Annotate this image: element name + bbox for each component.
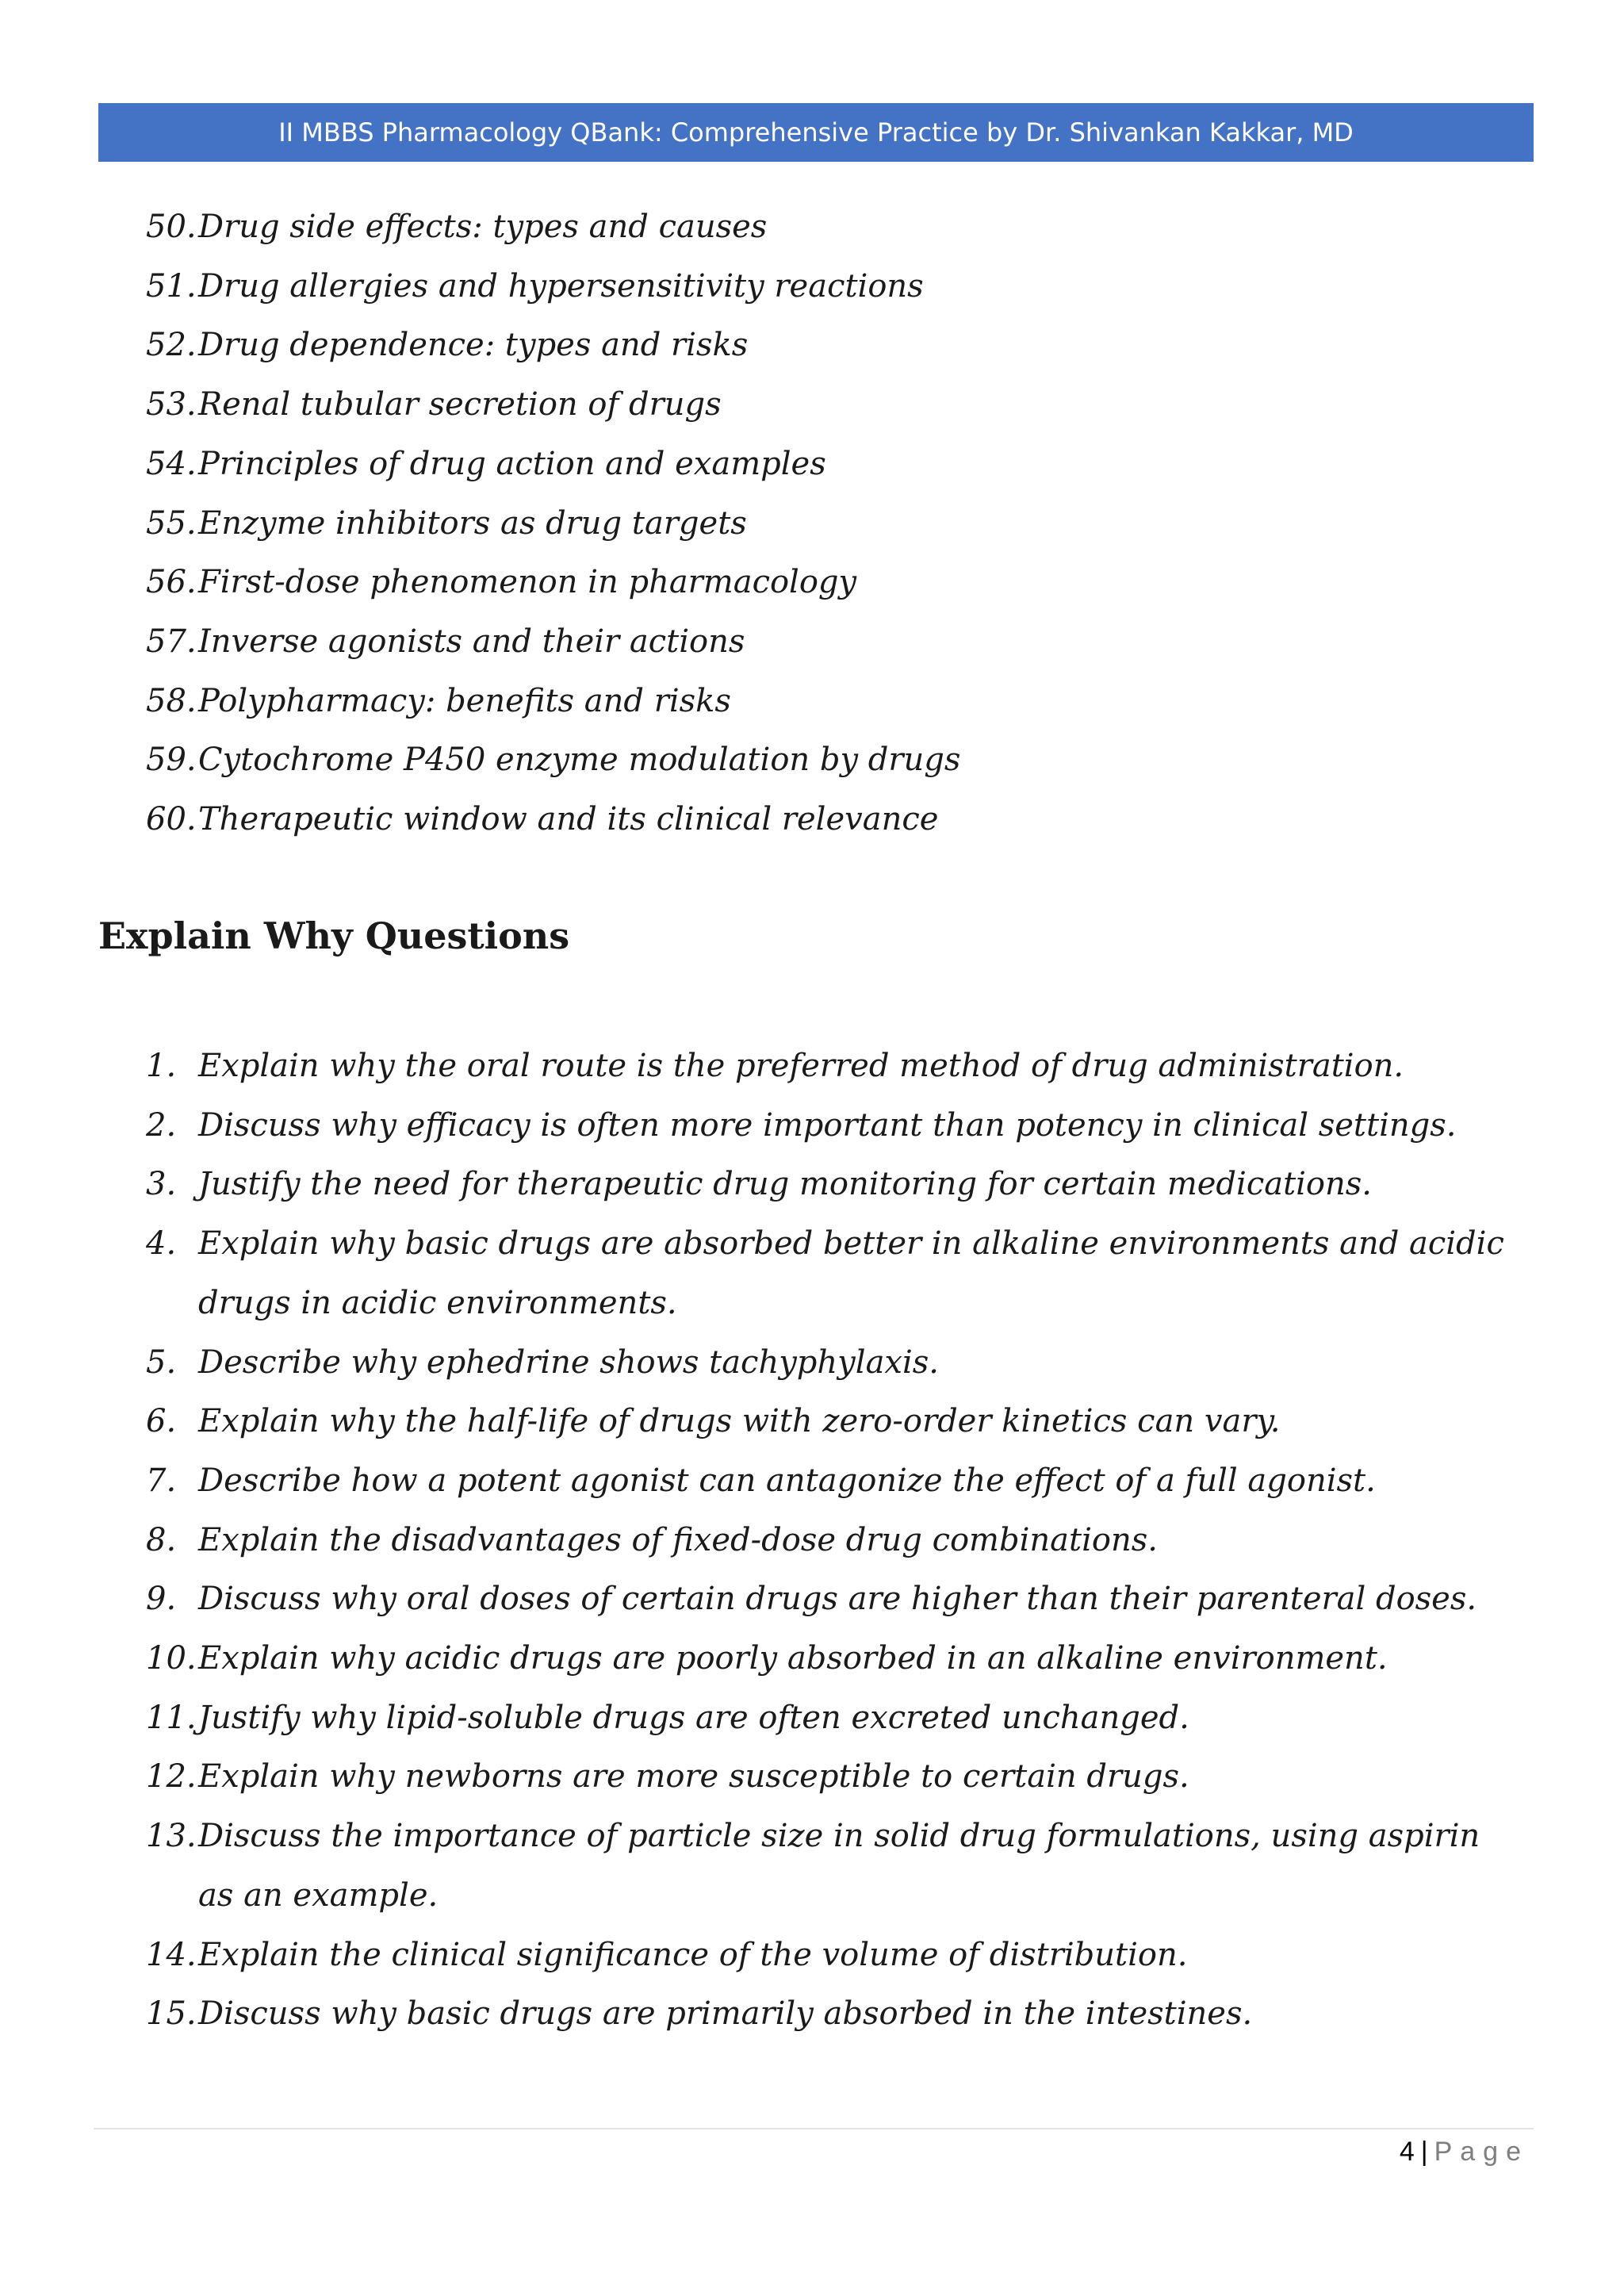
item-number: 13. <box>146 1818 197 1855</box>
page-number: 4 <box>1399 2137 1415 2167</box>
item-text: Inverse agonists and their actions <box>198 623 745 660</box>
item-text: Drug dependence: types and risks <box>198 327 749 364</box>
topic-list <box>0 197 1522 849</box>
list-item <box>0 730 1522 790</box>
item-number: 5. <box>146 1343 177 1381</box>
item-number: 60. <box>146 801 197 838</box>
item-number: 4. <box>146 1225 177 1263</box>
item-text: Enzyme inhibitors as drug targets <box>198 504 747 542</box>
item-text: Discuss the importance of particle size in solid drug formulations, using aspirin as an example. <box>198 1818 1480 1914</box>
item-number: 57. <box>146 623 197 660</box>
item-text: Explain why newborns are more susceptible to certain drugs. <box>198 1758 1189 1796</box>
list-item <box>0 1629 1522 1688</box>
item-text: Explain why the half-life of drugs with zero-order kinetics can vary. <box>198 1403 1281 1440</box>
item-number: 51. <box>146 267 197 305</box>
item-number: 14. <box>146 1936 197 1973</box>
item-number: 1. <box>146 1048 177 1084</box>
list-item <box>0 1747 1522 1807</box>
item-number: 10. <box>146 1640 197 1677</box>
list-item <box>0 672 1522 731</box>
list-item <box>0 1926 1522 1985</box>
page-footer <box>1400 2132 1529 2171</box>
list-item <box>0 553 1522 612</box>
item-text: Describe why ephedrine shows tachyphylaxis. <box>198 1343 940 1381</box>
item-text: Discuss why oral doses of certain drugs are higher than their parenteral doses. <box>198 1581 1477 1618</box>
item-text: Explain the disadvantages of fixed-dose drug combinations. <box>198 1521 1158 1558</box>
list-item <box>0 1155 1522 1214</box>
item-text: Describe how a potent agonist can antagonize the effect of a full agonist. <box>198 1462 1376 1499</box>
header-title: II MBBS Pharmacology QBank: Comprehensive Practice by Dr. Shivankan Kakkar, MD <box>278 117 1354 148</box>
item-number: 59. <box>146 742 197 779</box>
list-item <box>0 1096 1522 1156</box>
list-item <box>0 197 1522 257</box>
item-text: Therapeutic window and its clinical relevance <box>198 801 939 838</box>
item-text: Drug side effects: types and causes <box>198 209 768 245</box>
list-item <box>0 1511 1522 1570</box>
item-number: 15. <box>146 1995 197 2033</box>
item-number: 53. <box>146 386 197 424</box>
footer-divider <box>94 2128 1534 2129</box>
item-text: Polypharmacy: benefits and risks <box>198 682 731 719</box>
list-item <box>0 375 1522 435</box>
item-text: Explain why basic drugs are absorbed better in alkaline environments and acidic drugs in acidic environments. <box>198 1225 1504 1321</box>
item-text: Justify why lipid-soluble drugs are often excreted unchanged. <box>198 1699 1189 1736</box>
item-number: 55. <box>146 504 197 542</box>
item-number: 2. <box>146 1106 177 1144</box>
footer-separator: | <box>1420 2137 1428 2167</box>
list-item <box>0 1214 1522 1332</box>
page-label: Page <box>1434 2137 1529 2167</box>
item-number: 8. <box>146 1521 177 1558</box>
list-item <box>0 1688 1522 1748</box>
list-item <box>0 1570 1522 1629</box>
question-list <box>0 1037 1522 2044</box>
item-text: Discuss why efficacy is often more important than potency in clinical settings. <box>198 1106 1457 1144</box>
item-number: 54. <box>146 445 197 482</box>
item-number: 56. <box>146 564 197 601</box>
list-item <box>0 1984 1522 2044</box>
item-text: Drug allergies and hypersensitivity reactions <box>198 267 924 305</box>
item-number: 3. <box>146 1166 177 1203</box>
item-text: Explain why the oral route is the preferred method of drug administration. <box>198 1048 1404 1084</box>
item-text: Renal tubular secretion of drugs <box>198 386 722 424</box>
item-number: 6. <box>146 1403 177 1440</box>
list-item <box>0 494 1522 554</box>
item-text: Explain why acidic drugs are poorly absorbed in an alkaline environment. <box>198 1640 1388 1677</box>
list-item <box>0 257 1522 316</box>
list-item <box>0 612 1522 672</box>
item-text: First-dose phenomenon in pharmacology <box>198 564 857 601</box>
item-number: 11. <box>146 1699 197 1736</box>
item-number: 52. <box>146 327 197 364</box>
item-number: 58. <box>146 682 197 719</box>
item-text: Discuss why basic drugs are primarily absorbed in the intestines. <box>198 1995 1253 2033</box>
list-item <box>0 1333 1522 1393</box>
section-heading: Explain Why Questions <box>98 914 570 957</box>
list-item <box>0 435 1522 494</box>
list-item <box>0 1392 1522 1451</box>
list-item <box>0 790 1522 849</box>
item-number: 7. <box>146 1462 177 1499</box>
item-text: Principles of drug action and examples <box>198 445 826 482</box>
item-text: Explain the clinical significance of the volume of distribution. <box>198 1936 1188 1973</box>
item-number: 9. <box>146 1581 177 1618</box>
list-item <box>0 316 1522 375</box>
item-text: Cytochrome P450 enzyme modulation by drugs <box>198 742 961 779</box>
item-number: 12. <box>146 1758 197 1796</box>
page-header <box>98 103 1534 162</box>
list-item <box>0 1037 1522 1096</box>
item-text: Justify the need for therapeutic drug monitoring for certain medications. <box>198 1166 1373 1203</box>
list-item <box>0 1807 1522 1925</box>
item-number: 50. <box>146 209 197 245</box>
list-item <box>0 1451 1522 1511</box>
